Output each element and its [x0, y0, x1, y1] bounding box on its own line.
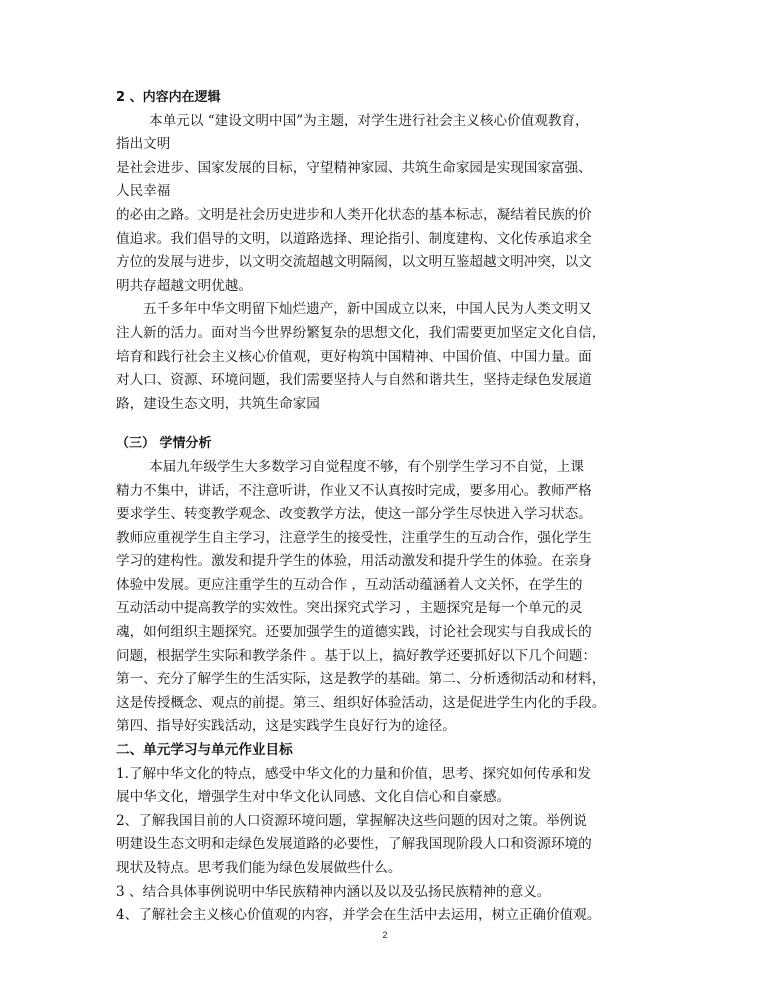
paragraph-line: 方位的发展与进步，以文明交流超越文明隔阂，以文明互鉴超越文明冲突，以文	[116, 254, 592, 271]
goal-line: 3 、结合具体事例说明中华民族精神内涵以及以及弘扬民族精神的意义。	[116, 883, 551, 900]
paragraph-line: 魂，如何组织主题探究。还要加强学生的道德实践，讨论社会现实与自我成长的	[116, 624, 592, 641]
document-page	[116, 86, 656, 928]
section-heading-goals: 二、单元学习与单元作业目标	[116, 742, 293, 759]
paragraph-line: 互动活动中提高教学的实效性。突出探究式学习 ，主题探究是每一个单元的灵	[116, 600, 583, 617]
goal-line: 明建设生态文明和走绿色发展道路的必要性，了解我国现阶段人口和资源环境的	[116, 836, 592, 853]
paragraph-line: 对人口、资源、环境问题，我们需要坚持人与自然和谐共生，坚持走绿色发展道	[116, 372, 592, 389]
goal-line: 展中华文化，增强学生对中华文化认同感、文化自信心和自豪感。	[116, 789, 511, 806]
paragraph-line: 学习的建构性。激发和提升学生的体验，用活动激发和提升学生的体验。在亲身	[116, 553, 592, 570]
paragraph-line: 人民幸福	[116, 183, 171, 200]
paragraph-line: 明共存超越文明优越。	[116, 277, 252, 294]
paragraph-line: 注人新的活力。面对当今世界纷繁复杂的思想文化，我们需要更加坚定文化自信，	[116, 324, 606, 341]
paragraph-line: 本届九年级学生大多数学习自觉程度不够，有个别学生学习不自觉，上课	[149, 458, 584, 475]
paragraph-line: 值追求。我们倡导的文明，以道路选择、理论指引、制度建构、文化传承追求全	[116, 230, 592, 247]
goal-line: 4、了解社会主义核心价值观的内容，并学会在生活中去运用，树立正确价值观。	[116, 907, 601, 924]
paragraph-line: 问题，根据学生实际和教学条件 。基于以上，搞好教学还要抓好以下几个问题：	[116, 647, 597, 664]
paragraph-line: 指出文明	[116, 136, 171, 153]
paragraph-line: 五千多年中华文明留下灿烂遗产，新中国成立以来，中国人民为人类文明又	[143, 301, 592, 318]
paragraph-line: 教师应重视学生自主学习，注意学生的接受性，注重学生的互动合作，强化学生	[116, 529, 592, 546]
goal-line: 2、了解我国目前的人口资源环境问题，掌握解决这些问题的因对之策。举例说	[116, 812, 587, 829]
goal-line: 1.了解中华文化的特点，感受中华文化的力量和价值，思考、探究如何传承和发	[116, 765, 592, 782]
paragraph-line: 精力不集中，讲话，不注意听讲，作业又不认真按时完成，要多用心。教师严格	[116, 482, 592, 499]
paragraph-line: 第一、充分了解学生的生活实际，这是教学的基础。第二、分析透彻活动和材料，	[116, 671, 606, 688]
paragraph-line: 这是传授概念、观点的前提。第三、组织好体验活动，这是促进学生内化的手段。	[116, 694, 606, 711]
goal-line: 现状及特点。思考我们能为绿色发展做些什么。	[116, 860, 402, 876]
paragraph-line: 体验中发展。更应注重学生的互动合作 ，互动活动蕴涵着人文关怀，在学生的	[116, 576, 583, 593]
page-number: 2	[382, 930, 388, 940]
paragraph-line: 本单元以 “建设文明中国”为主题，对学生进行社会主义核心价值观教育，	[149, 112, 589, 129]
section-heading-students: （三） 学情分析	[116, 436, 212, 452]
section-heading-logic: 2 、内容内在逻辑	[116, 90, 221, 105]
paragraph-line: 要求学生、转变教学观念、改变教学方法，使这一部分学生尽快进入学习状态。	[116, 506, 592, 523]
paragraph-line: 的必由之路。文明是社会历史进步和人类开化状态的基本标志，凝结着民族的价	[116, 206, 592, 223]
paragraph-line: 是社会进步、国家发展的目标，守望精神家园、共筑生命家园是实现国家富强、	[116, 159, 592, 176]
paragraph-line: 第四、指导好实践活动，这是实践学生良好行为的途径。	[116, 718, 456, 735]
paragraph-line: 路，建设生态文明，共筑生命家园	[116, 395, 320, 412]
paragraph-line: 培育和践行社会主义核心价值观，更好构筑中国精神、中国价值、中国力量。面	[116, 348, 592, 365]
